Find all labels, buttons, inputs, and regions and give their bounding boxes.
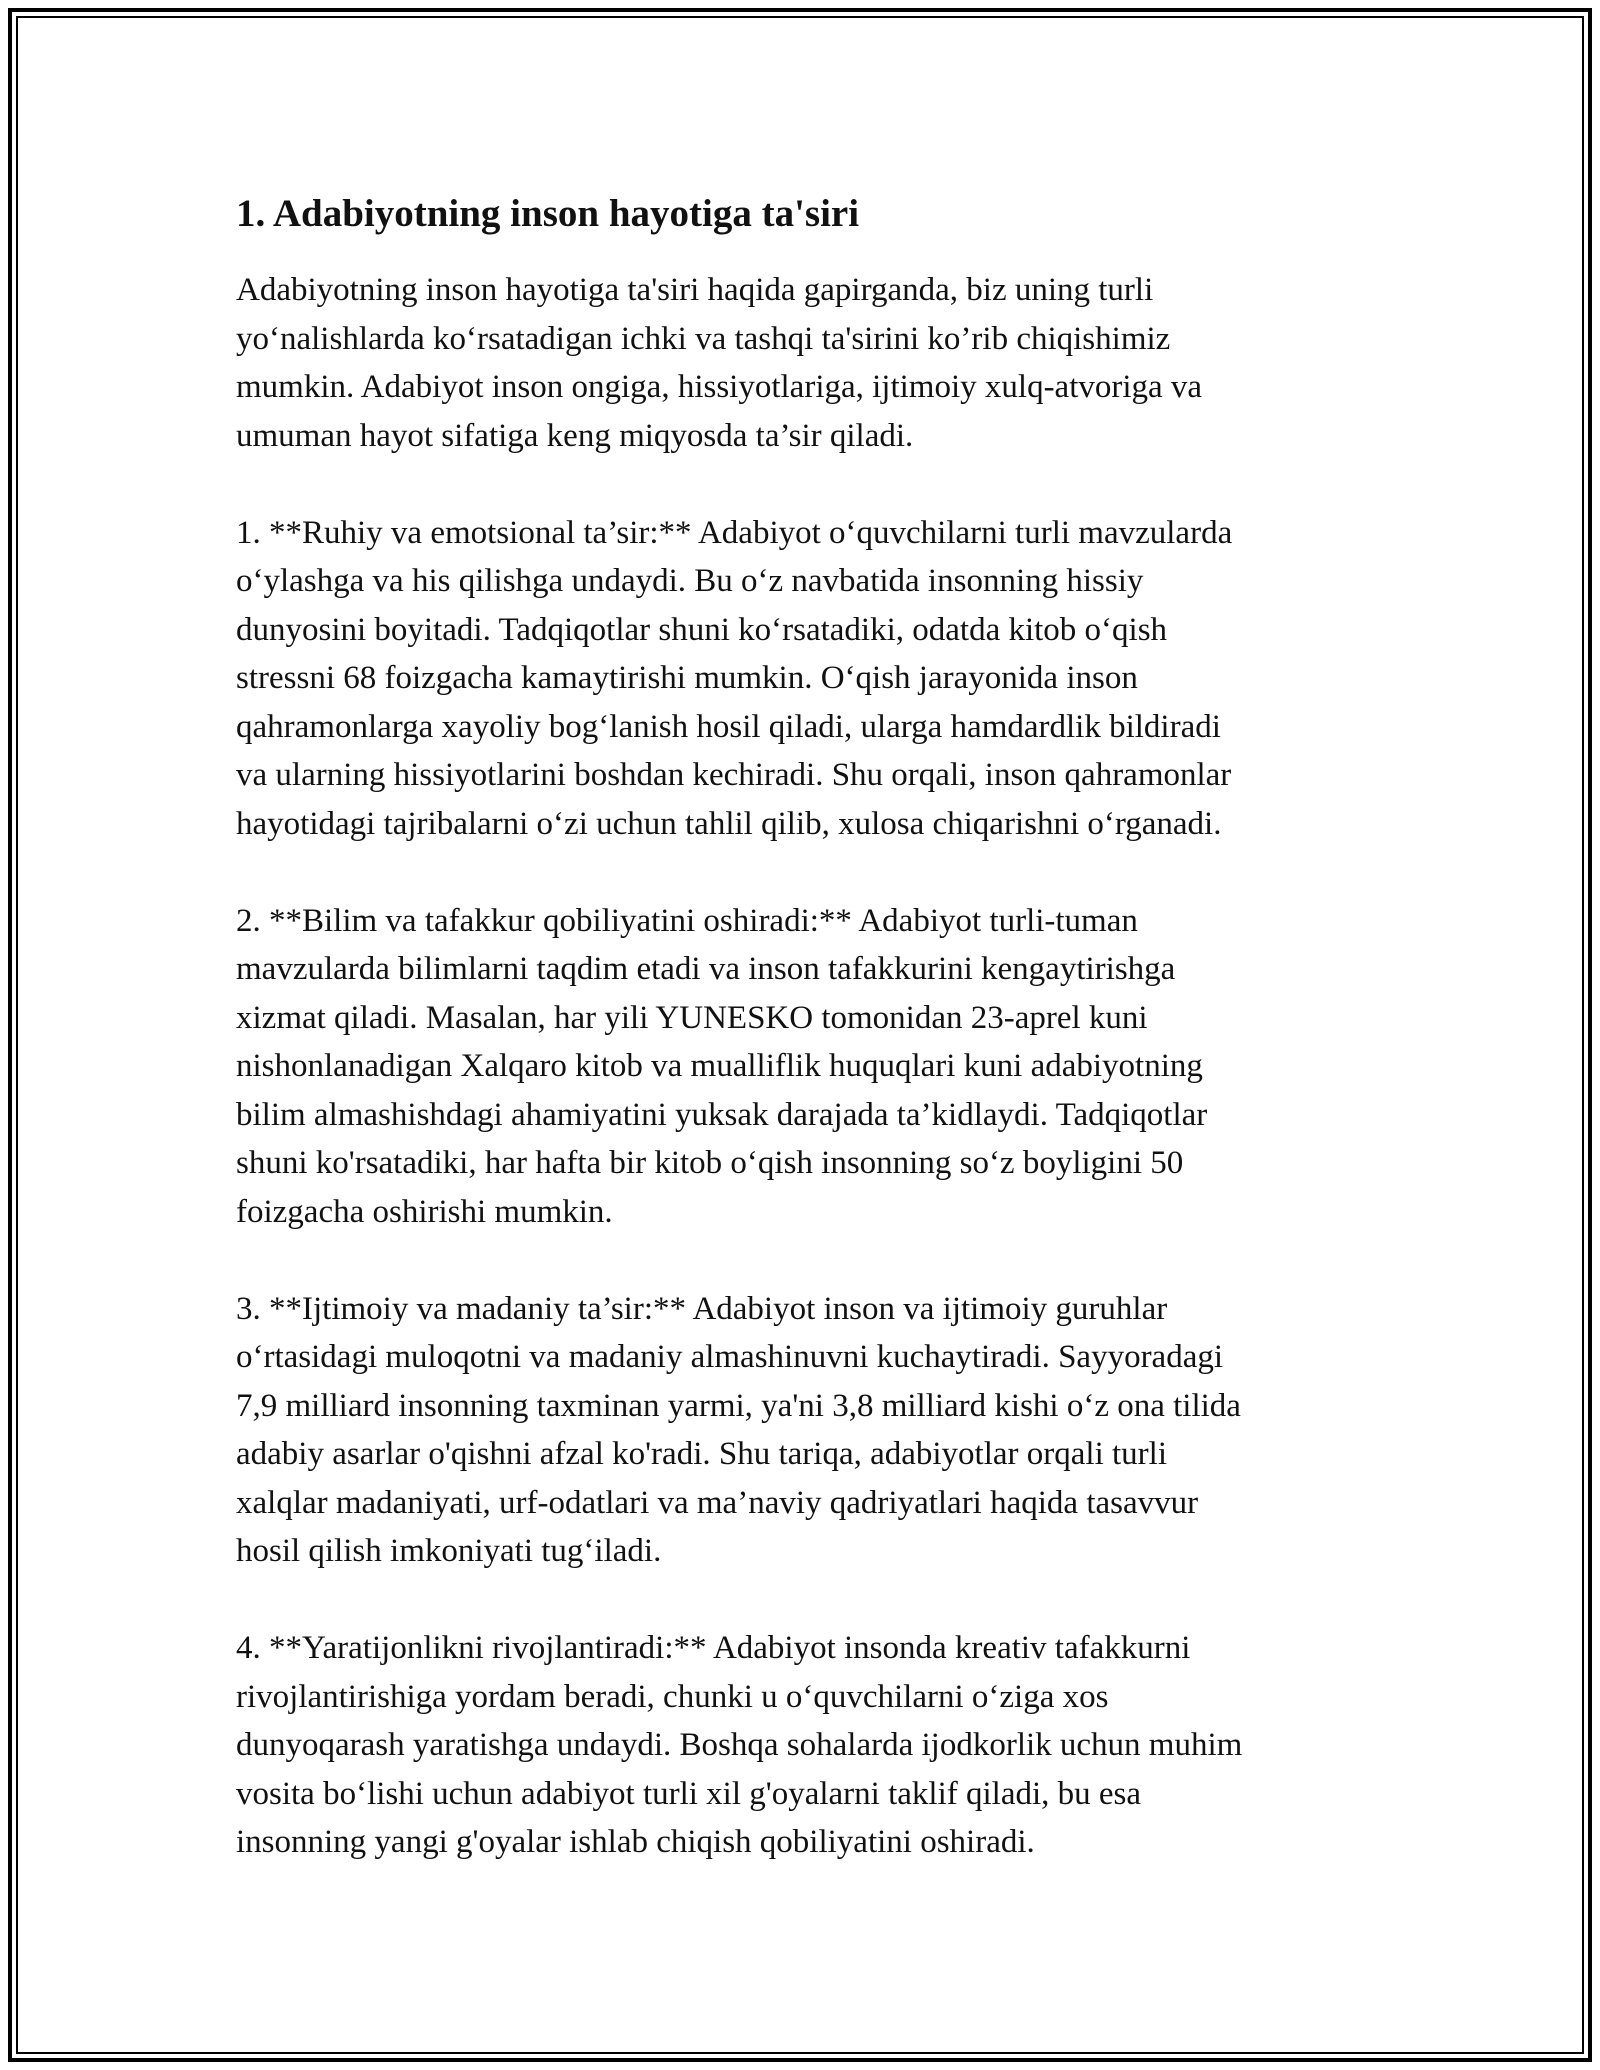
section-paragraph-3: 3. **Ijtimoiy va madaniy ta’sir:** Adabiyot inson va ijtimoiy guruhlar o‘rtasidagi muloqotni va madaniy almashinuvni kuchaytiradi. Sayyoradagi 7,9 milliard insonning taxminan yarmi, ya'ni 3,8 milliard kishi o‘z ona tilida adabiy asarlar o'qishni afzal ko'radi. Shu tariqa, adabiyotlar orqali turli xalqlar madaniyati, urf-odatlari va ma’naviy qadriyatlari haqida tasavvur hosil qilish imkoniyati tug‘iladi.: [236, 1290, 1241, 1569]
paragraph-spacer: [236, 1236, 1366, 1285]
section-paragraph-2: 2. **Bilim va tafakkur qobiliyatini oshiradi:** Adabiyot turli-tuman mavzularda bilimlarni taqdim etadi va inson tafakkurini kengaytirishga xizmat qiladi. Masalan, har yili YUNESKO tomonidan 23-aprel kuni nishonlanadigan Xalqaro kitob va mualliflik huquqlari kuni adabiyotning bilim almashishdagi ahamiyatini yuksak darajada ta’kidlaydi. Tadqiqotlar shuni ko'rsatadiki, har hafta bir kitob o‘qish insonning so‘z boyligini 50 foizgacha oshirishi mumkin.: [236, 902, 1208, 1230]
document-body: [236, 190, 1366, 1867]
section-paragraph-1: 1. **Ruhiy va emotsional ta’sir:** Adabiyot o‘quvchilarni turli mavzularda o‘ylashga va his qilishga undaydi. Bu o‘z navbatida insonning hissiy dunyosini boyitadi. Tadqiqotlar shuni ko‘rsatadiki, odatda kitob o‘qish stressni 68 foizgacha kamaytirishi mumkin. O‘qish jarayonida inson qahramonlarga xayoliy bog‘lanish hosil qiladi, ularga hamdardlik bildiradi va ularning hissiyotlarini boshdan kechiradi. Shu orqali, inson qahramonlar hayotidagi tajribalarni o‘zi uchun tahlil qilib, xulosa chiqarishni o‘rganadi.: [236, 514, 1233, 842]
paragraph-spacer: [236, 1576, 1366, 1625]
section-paragraph-4: 4. **Yaratijonlikni rivojlantiradi:** Adabiyot insonda kreativ tafakkurni rivojlantirishiga yordam beradi, chunki u o‘quvchilarni o‘ziga xos dunyoqarash yaratishga undaydi. Boshqa sohalarda ijodkorlik uchun muhim vosita bo‘lishi uchun adabiyot turli xil g'oyalarni taklif qiladi, bu esa insonning yangi g'oyalar ishlab chiqish qobiliyatini oshiradi.: [236, 1630, 1243, 1860]
paragraph-spacer: [236, 460, 1366, 509]
document-title: 1. Adabiyotning inson hayotiga ta'siri: [236, 192, 860, 235]
intro-paragraph: Adabiyotning inson hayotiga ta'siri haqida gapirganda, biz uning turli yo‘nalishlarda ko‘rsatadigan ichki va tashqi ta'sirini ko’rib chiqishimiz mumkin. Adabiyot inson ongiga, hissiyotlariga, ijtimoiy xulq-atvoriga va umuman hayot sifatiga keng miqyosda ta’sir qiladi.: [236, 272, 1203, 454]
paragraph-spacer: [236, 848, 1366, 897]
